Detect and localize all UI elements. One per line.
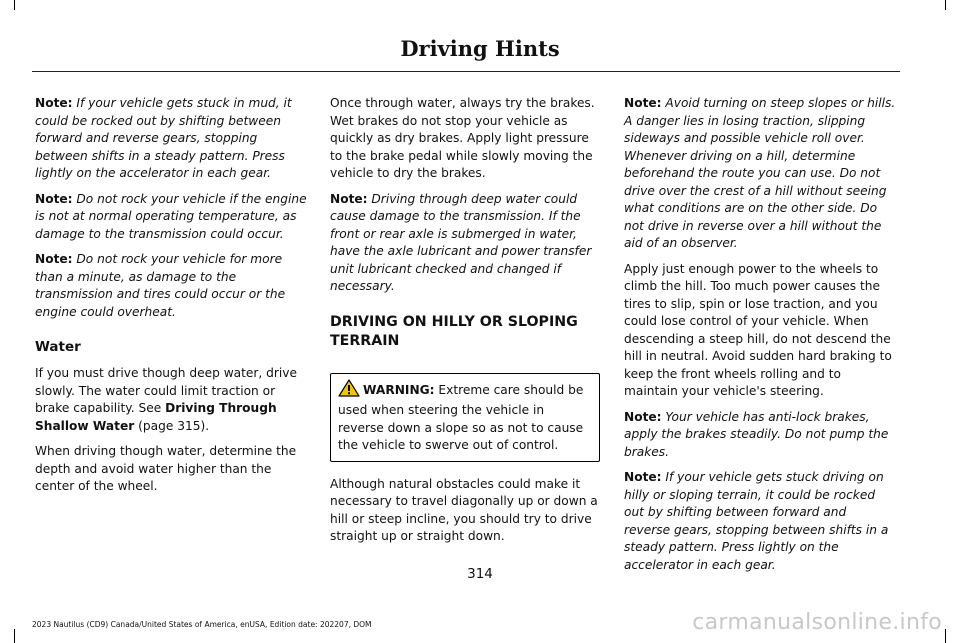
note-text: Your vehicle has anti-lock brakes, apply the brakes steadily. Do not pump the brakes. <box>624 409 889 459</box>
note-text: Driving through deep water could cause damage to the transmission. If the front or rear axle is submerged in water, have the axle lubricant and power transfer unit lubricant checked and changed if necessary. <box>330 191 592 293</box>
note-text: Do not rock your vehicle if the engine is not at normal operating temperature, as damage to the transmission could occur. <box>35 191 307 241</box>
water-paragraph <box>35 365 307 435</box>
warning-triangle-icon <box>338 379 360 403</box>
obstacles-paragraph: Although natural obstacles could make it necessary to travel diagonally up or down a hill or steep incline, you should try to drive straight up or straight down. <box>330 476 598 543</box>
page-reference: (page 315). <box>134 418 210 433</box>
note-rock-duration <box>35 251 307 321</box>
note-steep-slopes <box>624 95 896 253</box>
crop-mark <box>14 0 15 10</box>
page-number: 314 <box>467 566 493 582</box>
watermark: carmanualsonline.info <box>692 610 942 635</box>
page-title: Driving Hints <box>400 36 560 61</box>
water-heading: Water <box>35 339 81 355</box>
water-text: If you must drive though deep water, drive slowly. The water could limit traction or brake capability. See <box>35 366 298 415</box>
note-text: Avoid turning on steep slopes or hills. A danger lies in losing traction, slipping sideways and possible vehicle roll over. Whenever driving on a hill, determine beforehand the route you can use. Do not drive over the crest of a hill without seeing what conditions are on the other side. Do not drive in reverse over a hill without the aid of an observer. <box>624 96 896 250</box>
crop-mark <box>14 629 15 643</box>
note-label: Note: <box>35 252 73 266</box>
note-text: If your vehicle gets stuck in mud, it could be rocked out by shifting between forward and reverse gears, stopping between shifts in a steady pattern. Press lightly on the accelerator in each gear. <box>35 96 292 180</box>
note-label: Note: <box>624 470 662 484</box>
note-deep-water <box>330 191 600 296</box>
cross-reference-link[interactable]: Driving Through Shallow Water <box>35 401 277 433</box>
water-depth-paragraph: When driving though water, determine the depth and avoid water higher than the center of the wheel. <box>35 444 297 493</box>
warning-text: Extreme care should be used when steering the vehicle in reverse down a slope so as not to cause the vehicle to swerve out of control. <box>338 382 584 452</box>
note-stuck-hilly-terrain <box>624 469 896 574</box>
section-heading: DRIVING ON HILLY OR SLOPING TERRAIN <box>330 313 578 349</box>
note-stuck-in-mud <box>35 95 307 183</box>
middle-column <box>330 95 600 554</box>
crop-mark <box>945 629 946 643</box>
note-engine-temperature <box>35 191 307 244</box>
power-paragraph: Apply just enough power to the wheels to climb the hill. Too much power causes the tires to slip, spin or lose traction, and you could lose control of your vehicle. When descending a steep hill, do not descend the hill in neutral. Avoid sudden hard braking to keep the front wheels rolling and to maintain your vehicle's steering. <box>624 261 892 398</box>
header-divider <box>32 71 900 72</box>
note-label: Note: <box>624 96 662 110</box>
note-label: Note: <box>624 409 662 424</box>
footer-edition: 2023 Nautilus (CD9) Canada/United States of America, enUSA, Edition date: 202207, DOM <box>32 620 372 629</box>
right-column <box>624 95 896 582</box>
crop-mark <box>945 0 946 10</box>
note-text: If your vehicle gets stuck driving on hilly or sloping terrain, it could be rocked out by shifting between forward and reverse gears, stopping between shifts in a steady pattern. Press lightly on the accelerator in each gear. <box>624 470 889 572</box>
left-column <box>35 95 307 504</box>
note-label: Note: <box>35 191 73 206</box>
brakes-paragraph: Once through water, always try the brakes. Wet brakes do not stop your vehicle as quickly as dry brakes. Apply light pressure to the brake pedal while slowly moving the vehicle to dry the brakes. <box>330 96 595 180</box>
warning-box <box>330 373 600 462</box>
note-label: Note: <box>35 96 73 110</box>
note-label: Note: <box>330 191 368 206</box>
note-anti-lock-brakes <box>624 409 896 462</box>
note-text: Do not rock your vehicle for more than a minute, as damage to the transmission and tires could occur or the engine could overheat. <box>35 252 286 319</box>
warning-label: WARNING: <box>363 382 435 397</box>
